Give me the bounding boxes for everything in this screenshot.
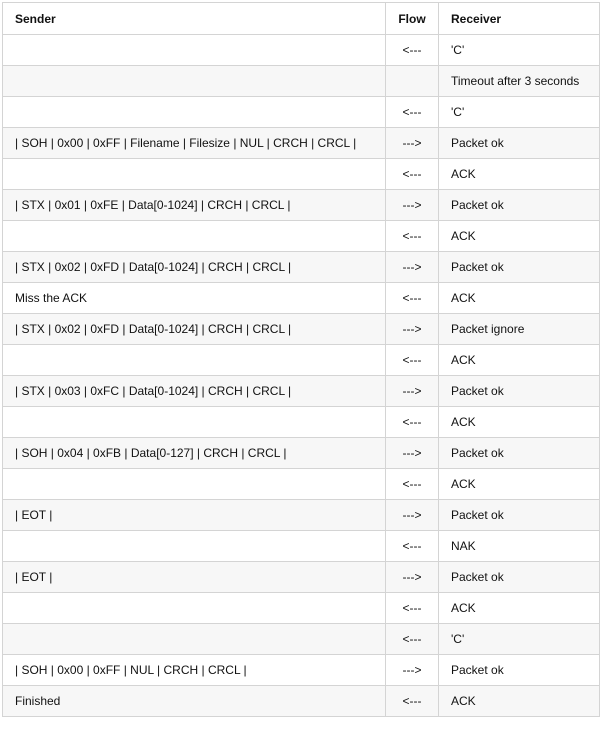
receiver-cell: Packet ok (439, 500, 600, 531)
table-row (3, 593, 600, 624)
sender-cell (3, 35, 386, 66)
table-row (3, 252, 600, 283)
sender-cell (3, 97, 386, 128)
sender-cell: | SOH | 0x00 | 0xFF | NUL | CRCH | CRCL | (3, 655, 386, 686)
protocol-table-container (0, 2, 600, 732)
flow-cell: <--- (386, 407, 439, 438)
flow-cell: <--- (386, 283, 439, 314)
flow-cell: <--- (386, 221, 439, 252)
header-receiver: Receiver (439, 3, 600, 35)
sender-cell (3, 345, 386, 376)
flow-cell: ---> (386, 500, 439, 531)
sender-cell (3, 531, 386, 562)
flow-cell: ---> (386, 376, 439, 407)
table-row (3, 531, 600, 562)
sender-cell (3, 469, 386, 500)
flow-cell: <--- (386, 593, 439, 624)
flow-cell: <--- (386, 345, 439, 376)
header-row (3, 3, 600, 35)
flow-cell: ---> (386, 190, 439, 221)
flow-cell (386, 66, 439, 97)
table-row (3, 221, 600, 252)
flow-cell: ---> (386, 562, 439, 593)
flow-cell: ---> (386, 128, 439, 159)
flow-cell: <--- (386, 686, 439, 717)
table-body (3, 35, 600, 717)
flow-cell: <--- (386, 624, 439, 655)
receiver-cell: 'C' (439, 35, 600, 66)
sender-cell (3, 221, 386, 252)
receiver-cell: Packet ok (439, 376, 600, 407)
sender-cell: | STX | 0x02 | 0xFD | Data[0-1024] | CRCH | CRCL | (3, 314, 386, 345)
flow-cell: <--- (386, 469, 439, 500)
receiver-cell: ACK (439, 686, 600, 717)
flow-cell: <--- (386, 531, 439, 562)
table-row (3, 190, 600, 221)
sender-cell: | SOH | 0x04 | 0xFB | Data[0-127] | CRCH | CRCL | (3, 438, 386, 469)
receiver-cell: Timeout after 3 seconds (439, 66, 600, 97)
sender-cell: | STX | 0x03 | 0xFC | Data[0-1024] | CRCH | CRCL | (3, 376, 386, 407)
receiver-cell: Packet ok (439, 438, 600, 469)
receiver-cell: Packet ok (439, 655, 600, 686)
sender-cell: Finished (3, 686, 386, 717)
sender-cell (3, 624, 386, 655)
receiver-cell: ACK (439, 159, 600, 190)
receiver-cell: ACK (439, 407, 600, 438)
table-row (3, 624, 600, 655)
receiver-cell: ACK (439, 283, 600, 314)
table-row (3, 407, 600, 438)
sender-cell: | STX | 0x02 | 0xFD | Data[0-1024] | CRCH | CRCL | (3, 252, 386, 283)
sender-cell: Miss the ACK (3, 283, 386, 314)
receiver-cell: 'C' (439, 624, 600, 655)
receiver-cell: ACK (439, 345, 600, 376)
sender-cell (3, 593, 386, 624)
receiver-cell: Packet ok (439, 190, 600, 221)
sender-cell (3, 66, 386, 97)
table-header (3, 3, 600, 35)
receiver-cell: Packet ok (439, 562, 600, 593)
receiver-cell: ACK (439, 221, 600, 252)
receiver-cell: Packet ignore (439, 314, 600, 345)
table-row (3, 500, 600, 531)
table-row (3, 345, 600, 376)
table-row (3, 655, 600, 686)
receiver-cell: ACK (439, 469, 600, 500)
header-sender: Sender (3, 3, 386, 35)
sender-cell (3, 159, 386, 190)
table-row (3, 376, 600, 407)
sender-cell (3, 407, 386, 438)
receiver-cell: ACK (439, 593, 600, 624)
flow-cell: <--- (386, 97, 439, 128)
receiver-cell: 'C' (439, 97, 600, 128)
table-row (3, 97, 600, 128)
table-row (3, 66, 600, 97)
receiver-cell: Packet ok (439, 252, 600, 283)
table-row (3, 128, 600, 159)
table-row (3, 438, 600, 469)
table-row (3, 283, 600, 314)
sender-cell: | EOT | (3, 500, 386, 531)
flow-cell: ---> (386, 252, 439, 283)
receiver-cell: Packet ok (439, 128, 600, 159)
header-flow: Flow (386, 3, 439, 35)
table-row (3, 159, 600, 190)
sender-cell: | STX | 0x01 | 0xFE | Data[0-1024] | CRCH | CRCL | (3, 190, 386, 221)
table-row (3, 562, 600, 593)
flow-cell: ---> (386, 655, 439, 686)
flow-cell: ---> (386, 314, 439, 345)
flow-cell: <--- (386, 159, 439, 190)
sender-cell: | SOH | 0x00 | 0xFF | Filename | Filesize | NUL | CRCH | CRCL | (3, 128, 386, 159)
flow-cell: <--- (386, 35, 439, 66)
table-row (3, 314, 600, 345)
receiver-cell: NAK (439, 531, 600, 562)
table-row (3, 35, 600, 66)
table-row (3, 469, 600, 500)
table-row (3, 686, 600, 717)
protocol-flow-table (2, 2, 600, 717)
flow-cell: ---> (386, 438, 439, 469)
sender-cell: | EOT | (3, 562, 386, 593)
